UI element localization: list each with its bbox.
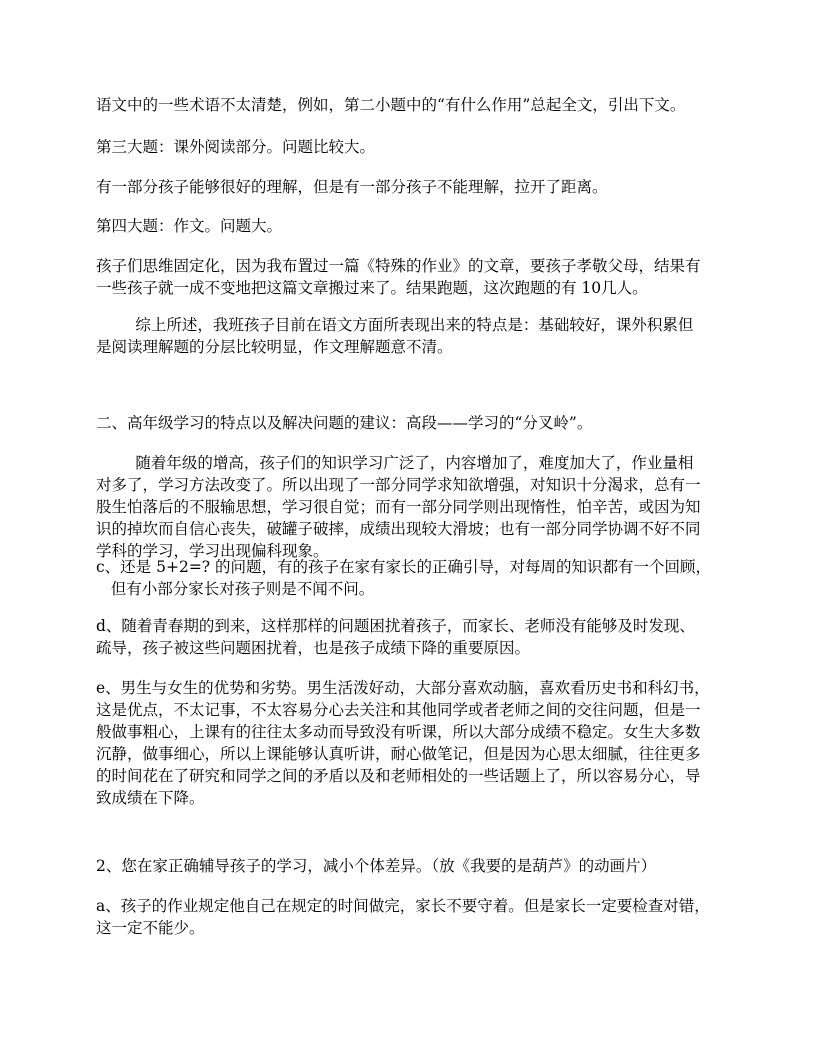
paragraph-question-three — [96, 136, 726, 158]
paragraph-terminology — [96, 94, 726, 116]
text-line: 语文中的一些术语不太清楚，例如，第二小题中的“有什么作用”总起全文，引出下文。 — [96, 96, 686, 114]
text-line: 般做事粗心，上课有的往往太多动而导致没有听课，所以大部分成绩不稳定。女生大多数 — [96, 723, 701, 741]
text-line: 二、高年级学习的特点以及解决问题的建议：高段——学习的“分叉岭”。 — [96, 414, 593, 432]
text-line: 致成绩在下降。 — [96, 789, 205, 807]
text-line: 但有小部分家长对孩子则是不闻不问。 — [96, 580, 375, 598]
text-line: c、还是 5+2=? 的问题，有的孩子在家有家长的正确引导，对每周的知识都有一个回顾， — [96, 558, 712, 576]
text-line: 第四大题：作文。问题大。 — [96, 217, 283, 235]
paragraph-item-c — [96, 556, 726, 600]
text-line: 识的掉坎而自信心丧失，破罐子破摔，成绩出现较大滑坡；也有一部分同学协调不好不同 — [96, 520, 701, 538]
text-line: 有一部分孩子能够很好的理解，但是有一部分孩子不能理解，拉开了距离。 — [96, 178, 608, 196]
paragraph-higher-grades — [96, 452, 726, 562]
paragraph-item-d — [96, 615, 726, 659]
text-line: 综上所述，我班孩子目前在语文方面所表现出来的特点是：基础较好，课外积累但 — [96, 316, 694, 334]
text-line: 第三大题：课外阅读部分。问题比较大。 — [96, 138, 376, 156]
paragraph-item-e — [96, 677, 726, 809]
text-line: 孩子们思维固定化，因为我布置过一篇《特殊的作业》的文章，要孩子孝敬父母，结果有 — [96, 257, 701, 275]
text-line: 这一定不能少。 — [96, 919, 205, 937]
paragraph-composition — [96, 255, 726, 299]
text-line: 的时间花在了研究和同学之间的矛盾以及和老师相处的一些话题上了，所以容易分心，导 — [96, 767, 701, 785]
text-line: 学科的学习，学习出现偏科现象。 — [96, 542, 329, 560]
text-line: a、孩子的作业规定他自己在规定的时间做完，家长不要守着。但是家长一定要检查对错， — [96, 897, 710, 915]
text-line: 随着年级的增高，孩子们的知识学习广泛了，内容增加了，难度加大了，作业量相 — [96, 454, 694, 472]
text-line: d、随着青春期的到来，这样那样的问题困扰着孩子，而家长、老师没有能够及时发现、 — [96, 617, 695, 635]
text-line: 是阅读理解题的分层比较明显，作文理解题意不清。 — [96, 338, 453, 356]
paragraph-summary — [96, 314, 726, 358]
text-line: 股生怕落后的不服输思想，学习很自觉；而有一部分同学则出现惰性，怕辛苦，或因为知 — [96, 498, 701, 516]
text-line: e、男生与女生的优势和劣势。男生活泼好动，大部分喜欢动脑，喜欢看历史书和科幻书， — [96, 679, 710, 697]
text-line: 沉静，做事细心，所以上课能够认真听讲，耐心做笔记，但是因为心思太细腻，往往更多 — [96, 745, 701, 763]
section-heading-guidance — [96, 855, 726, 877]
paragraph-reading-gap — [96, 176, 726, 198]
text-line: 一些孩子就一成不变地把这篇文章搬过来了。结果跑题，这次跑题的有 10几人。 — [96, 279, 648, 297]
text-line: 对多了，学习方法改变了。所以出现了一部分同学求知欲增强，对知识十分渴求，总有一 — [96, 476, 701, 494]
paragraph-item-a — [96, 895, 726, 939]
text-line: 疏导，孩子被这些问题困扰着，也是孩子成绩下降的重要原因。 — [96, 639, 531, 657]
section-heading-two — [96, 412, 726, 434]
paragraph-question-four — [96, 215, 726, 237]
text-line: 这是优点，不太记事，不太容易分心去关注和其他同学或者老师之间的交往问题，但是一 — [96, 701, 701, 719]
text-line: 2、您在家正确辅导孩子的学习，减小个体差异。（放《我要的是葫芦》的动画片） — [96, 857, 657, 875]
